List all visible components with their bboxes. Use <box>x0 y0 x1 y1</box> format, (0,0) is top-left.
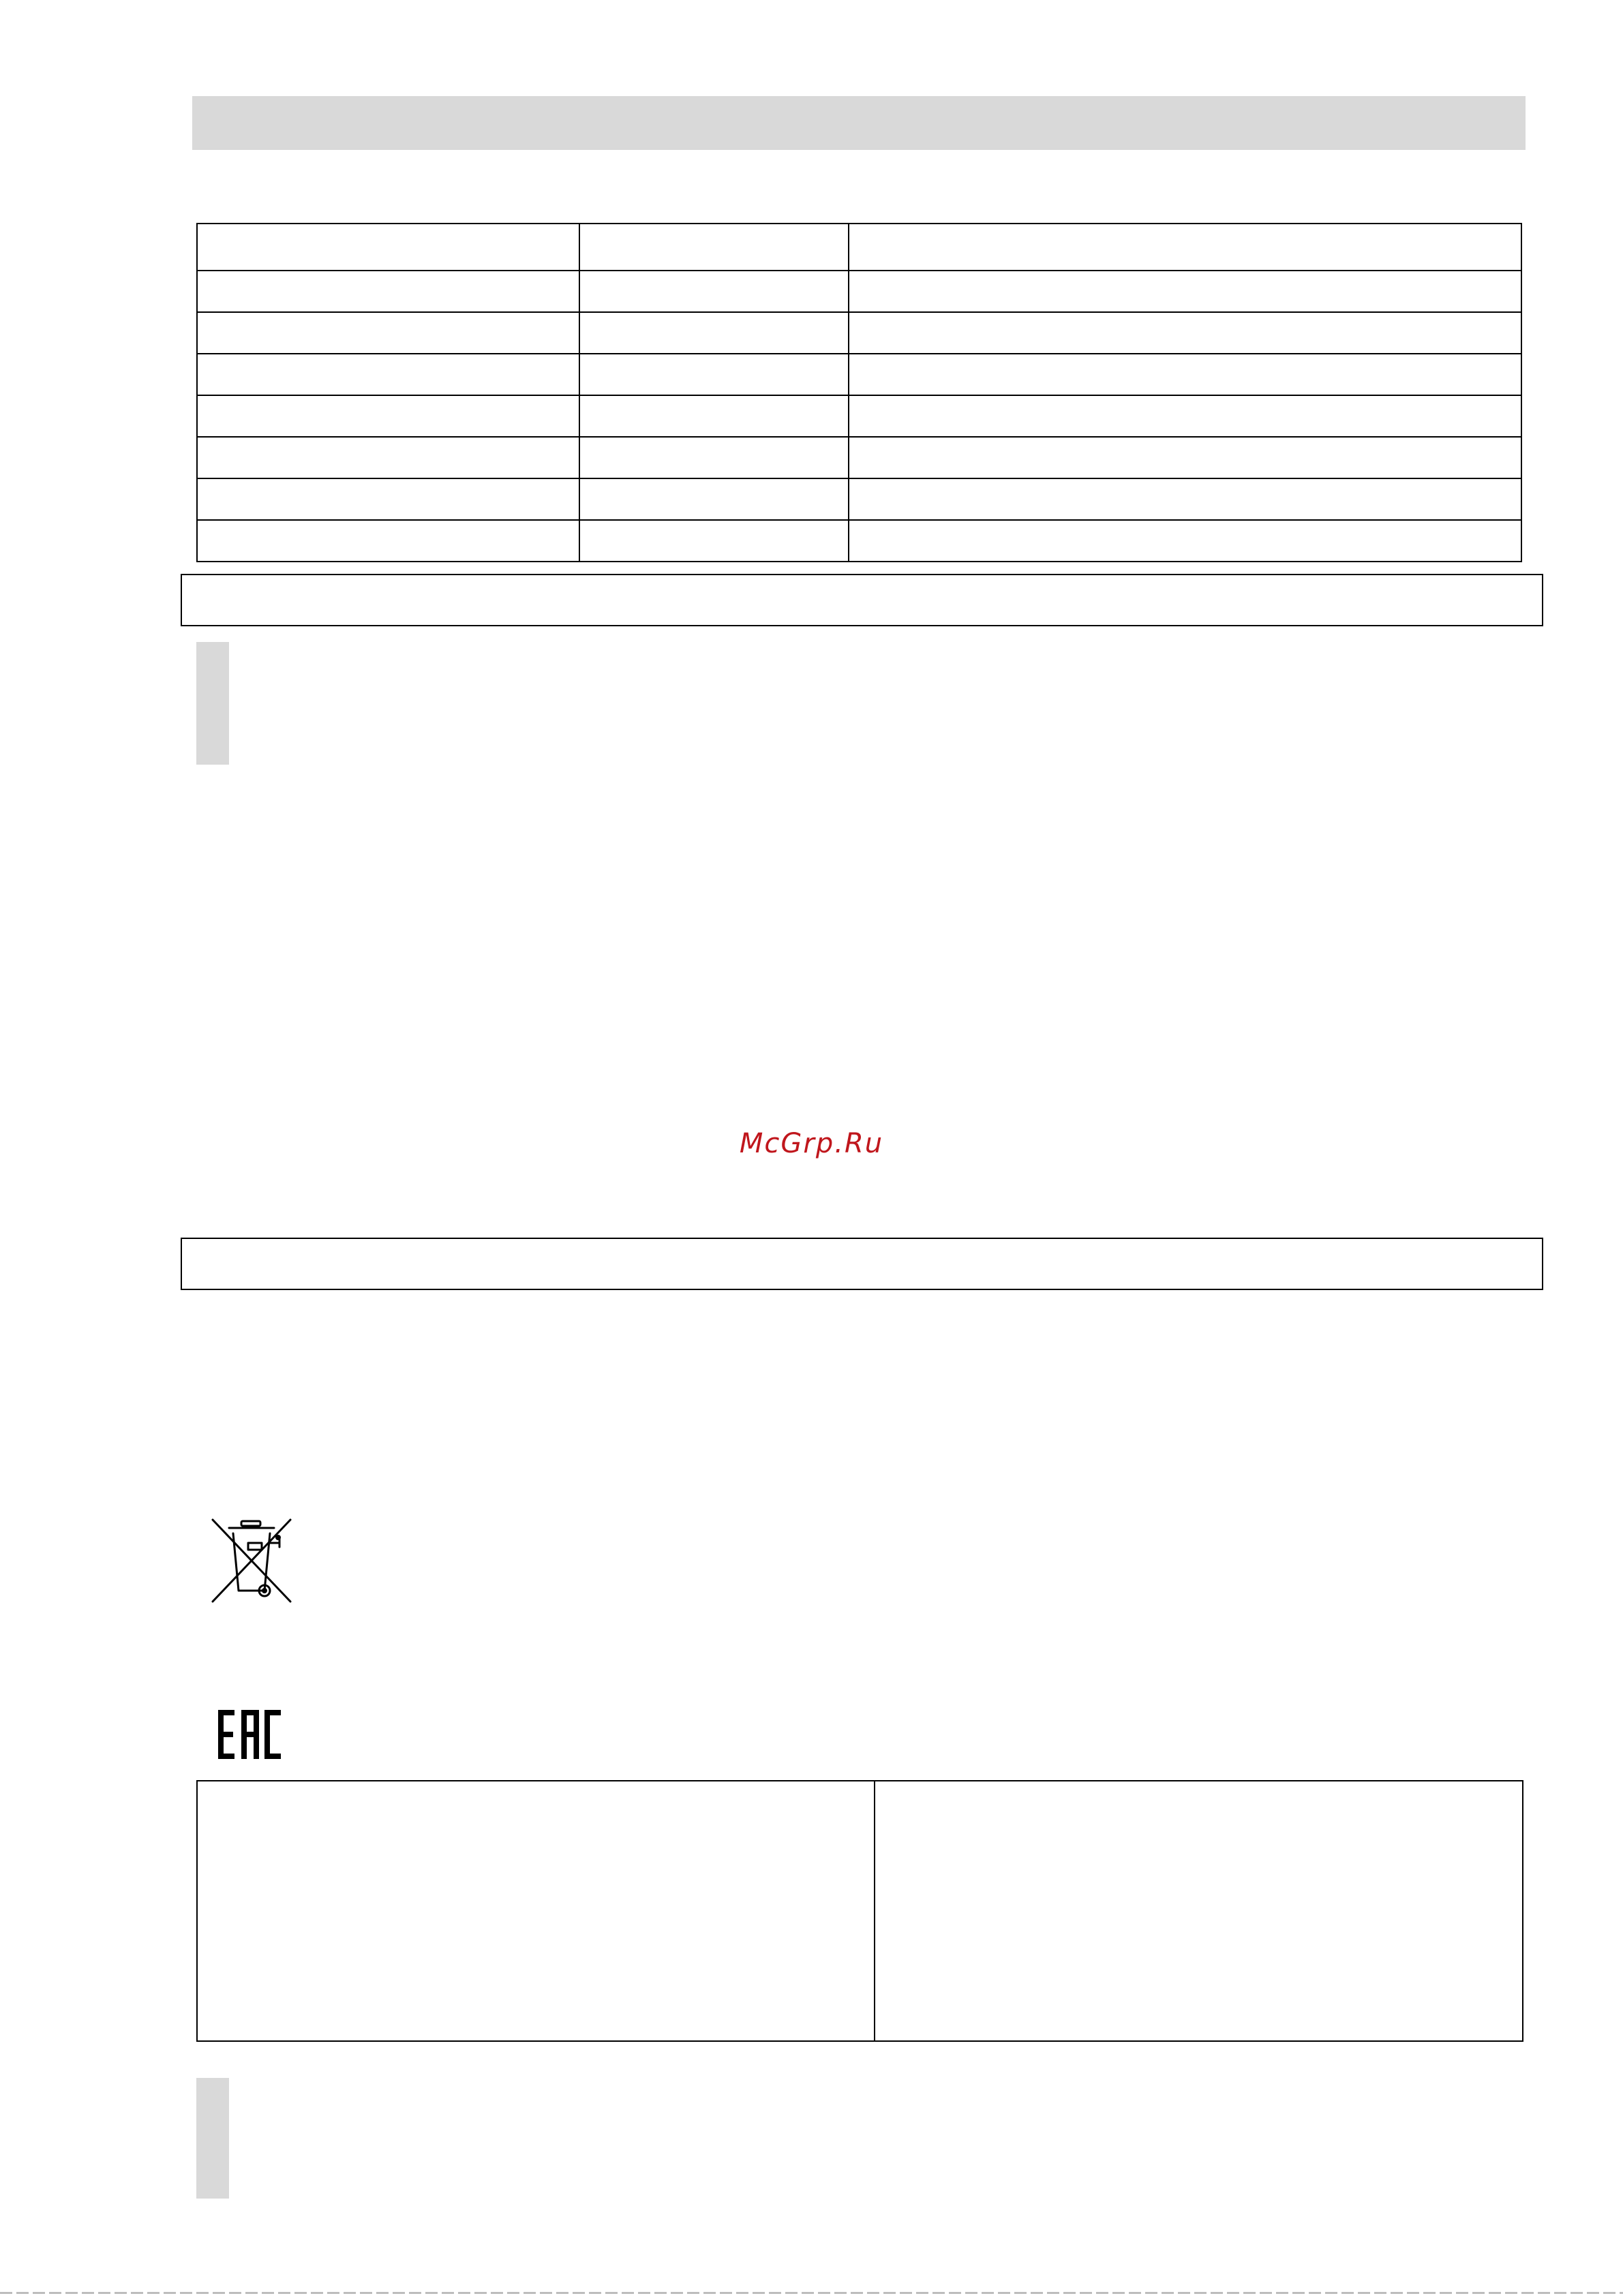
boxed-section-bar <box>181 574 1543 626</box>
side-tab-marker <box>196 2078 229 2199</box>
table-cell <box>197 224 579 271</box>
table-cell <box>579 312 849 354</box>
crossed-out-wheelie-bin-icon <box>209 1518 294 1604</box>
table-cell <box>197 395 579 437</box>
table-row <box>197 478 1521 520</box>
table-cell <box>197 520 579 562</box>
table-cell <box>197 437 579 478</box>
table-cell <box>849 312 1521 354</box>
table-cell <box>875 1781 1523 2041</box>
certification-table <box>196 1780 1523 2042</box>
eac-conformity-mark-icon <box>217 1707 282 1762</box>
watermark-text: McGrp.Ru <box>739 1128 884 1159</box>
table-row <box>197 224 1521 271</box>
table-row <box>197 395 1521 437</box>
table-cell <box>579 520 849 562</box>
table-cell <box>197 1781 875 2041</box>
table-cell <box>579 478 849 520</box>
table-row <box>197 312 1521 354</box>
boxed-section-bar <box>181 1238 1543 1290</box>
table-cell <box>579 354 849 395</box>
table-cell <box>197 354 579 395</box>
table-cell <box>579 437 849 478</box>
table-cell <box>849 354 1521 395</box>
table-cell <box>579 271 849 312</box>
spec-table <box>196 223 1522 562</box>
table-cell <box>197 312 579 354</box>
table-cell <box>197 478 579 520</box>
table-cell <box>849 478 1521 520</box>
table-cell <box>849 271 1521 312</box>
table-cell <box>197 271 579 312</box>
table-cell <box>849 395 1521 437</box>
header-band <box>192 96 1526 150</box>
table-row <box>197 437 1521 478</box>
table-row <box>197 354 1521 395</box>
table-cell <box>849 520 1521 562</box>
table-row <box>197 271 1521 312</box>
footer-dashed-rule <box>0 2292 1623 2294</box>
table-cell <box>849 437 1521 478</box>
table-cell <box>849 224 1521 271</box>
side-tab-marker <box>196 642 229 765</box>
table-cell <box>579 224 849 271</box>
table-cell <box>579 395 849 437</box>
table-row <box>197 520 1521 562</box>
table-row <box>197 1781 1523 2041</box>
